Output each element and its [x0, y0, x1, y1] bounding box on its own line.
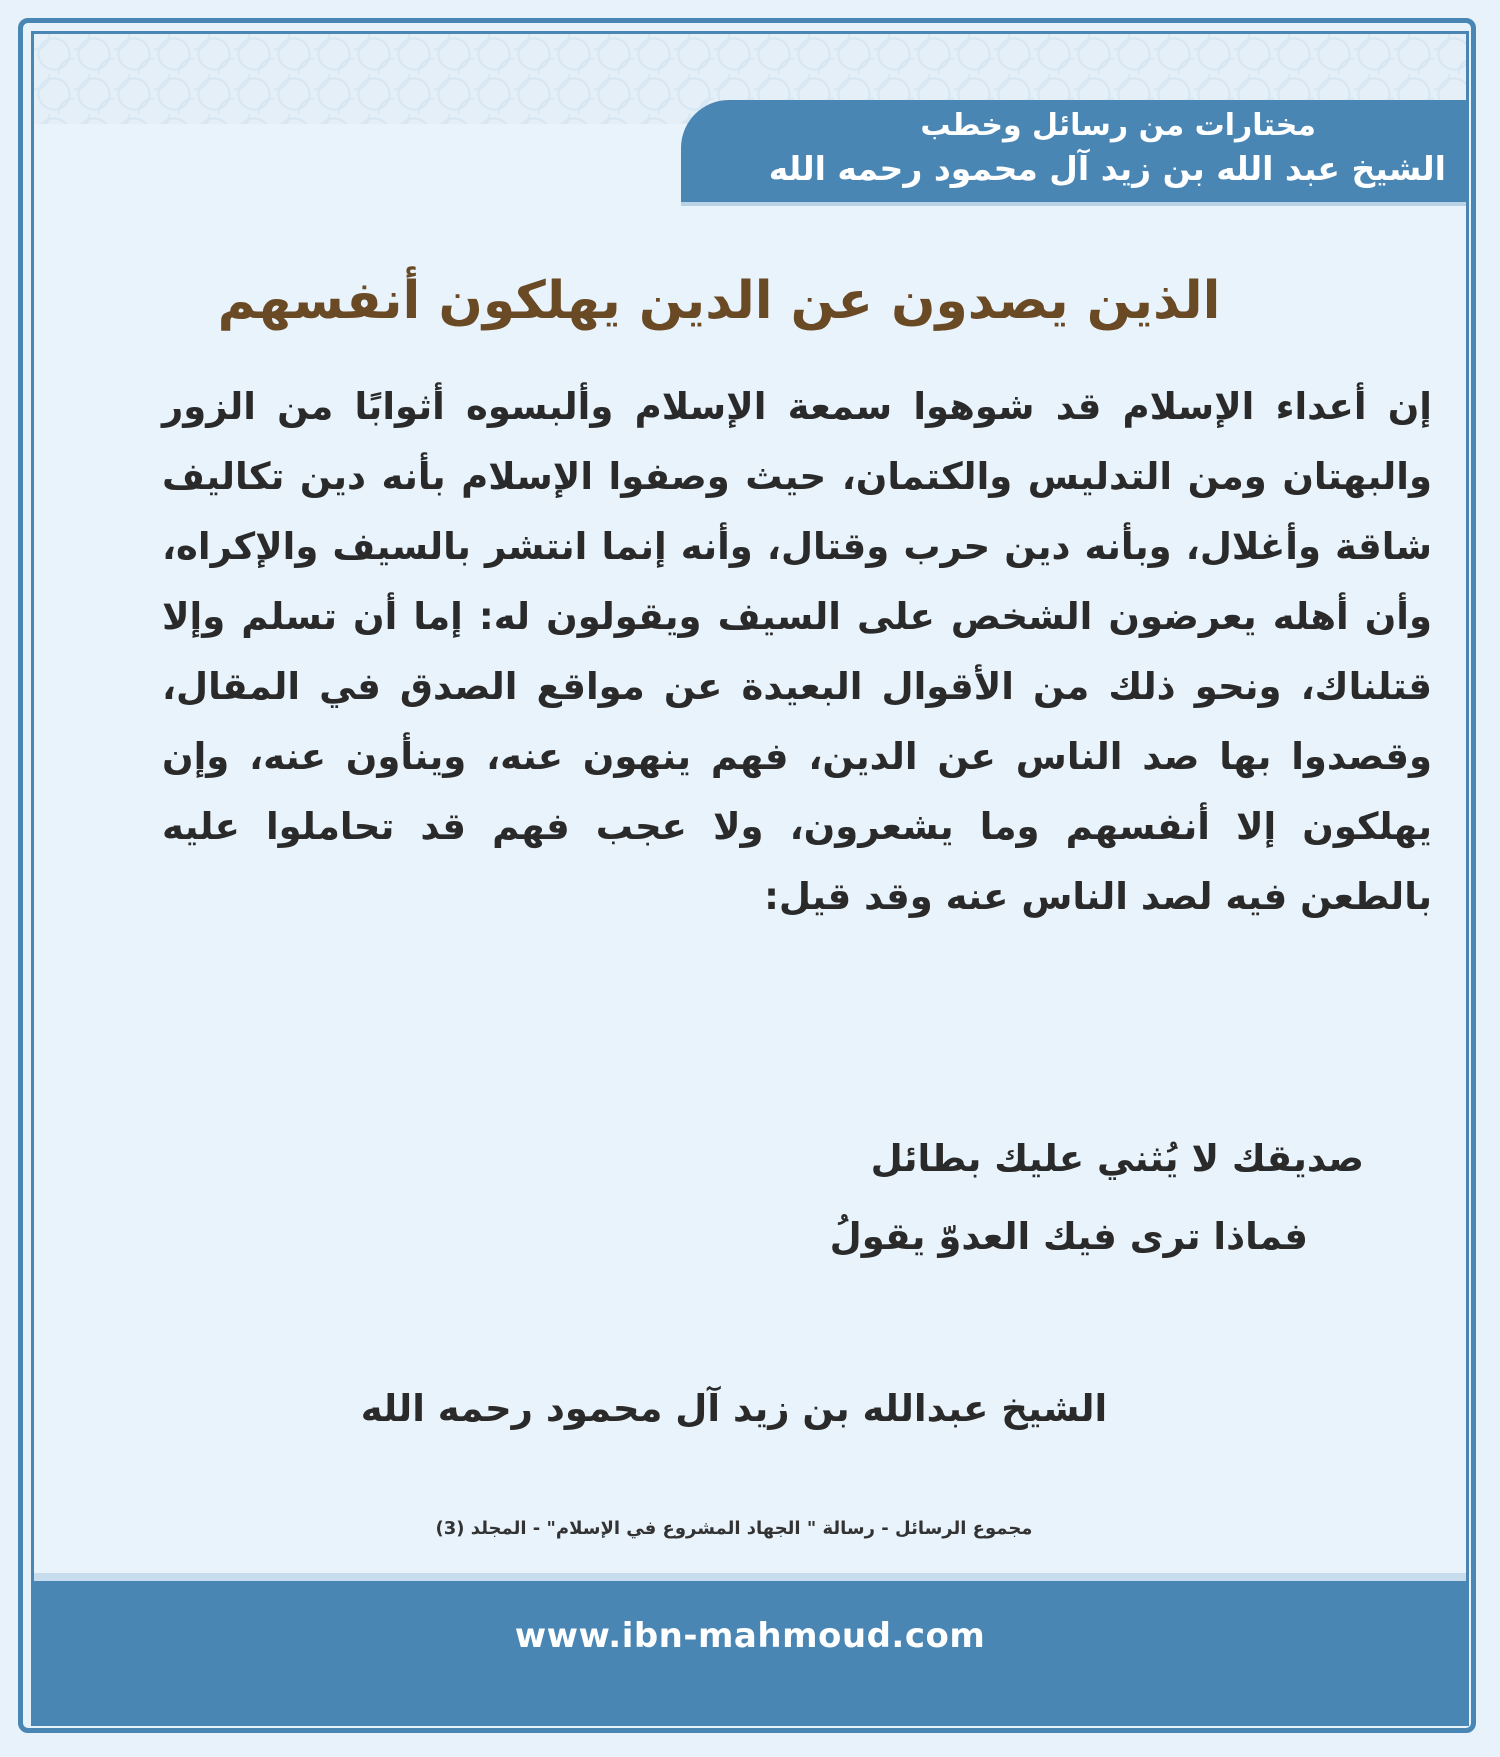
- source-citation: مجموع الرسائل - رسالة " الجهاد المشروع في الإسلام" - المجلد (3): [435, 1518, 1033, 1539]
- header-ribbon: [681, 100, 1466, 202]
- verse-line-1: صديقك لا يُثني عليك بطائل: [870, 1137, 1364, 1180]
- footer-bar: [34, 1573, 1466, 1723]
- article-title: الذين يصدون عن الدين يهلكون أنفسهم: [217, 271, 1221, 331]
- author-signature: الشيخ عبدالله بن زيد آل محمود رحمه الله: [360, 1387, 1108, 1430]
- page-card: [31, 31, 1469, 1726]
- series-title: مختارات من رسائل وخطب: [920, 108, 1316, 143]
- author-line: الشيخ عبد الله بن زيد آل محمود رحمه الله: [768, 149, 1446, 188]
- verse-line-2: فماذا ترى فيك العدوّ يقولُ: [829, 1215, 1308, 1258]
- article-body: إن أعداء الإسلام قد شوهوا سمعة الإسلام وألبسوه أثوابًا من الزور والبهتان ومن التدليس والكتمان، حيث وصفوا الإسلام بأنه دين تكاليف شاقة وأغلال، وبأنه دين حرب وقتال، وأنه إنما انتشر بالسيف والإكراه، وأن أهله يعرضون الشخص على السيف ويقولون له: إما أن تسلم وإلا قتلناك، ونحو ذلك من الأقوال البعيدة عن مواقع الصدق في المقال، وقصدوا بها صد الناس عن الدين، فهم ينهون عنه، وينأون عنه، وإن يهلكون إلا أنفسهم وما يشعرون، ولا عجب فهم قد تحاملوا عليه بالطعن فيه لصد الناس عنه وقد قيل:: [162, 385, 1432, 918]
- website-link[interactable]: www.ibn-mahmoud.com: [514, 1616, 986, 1656]
